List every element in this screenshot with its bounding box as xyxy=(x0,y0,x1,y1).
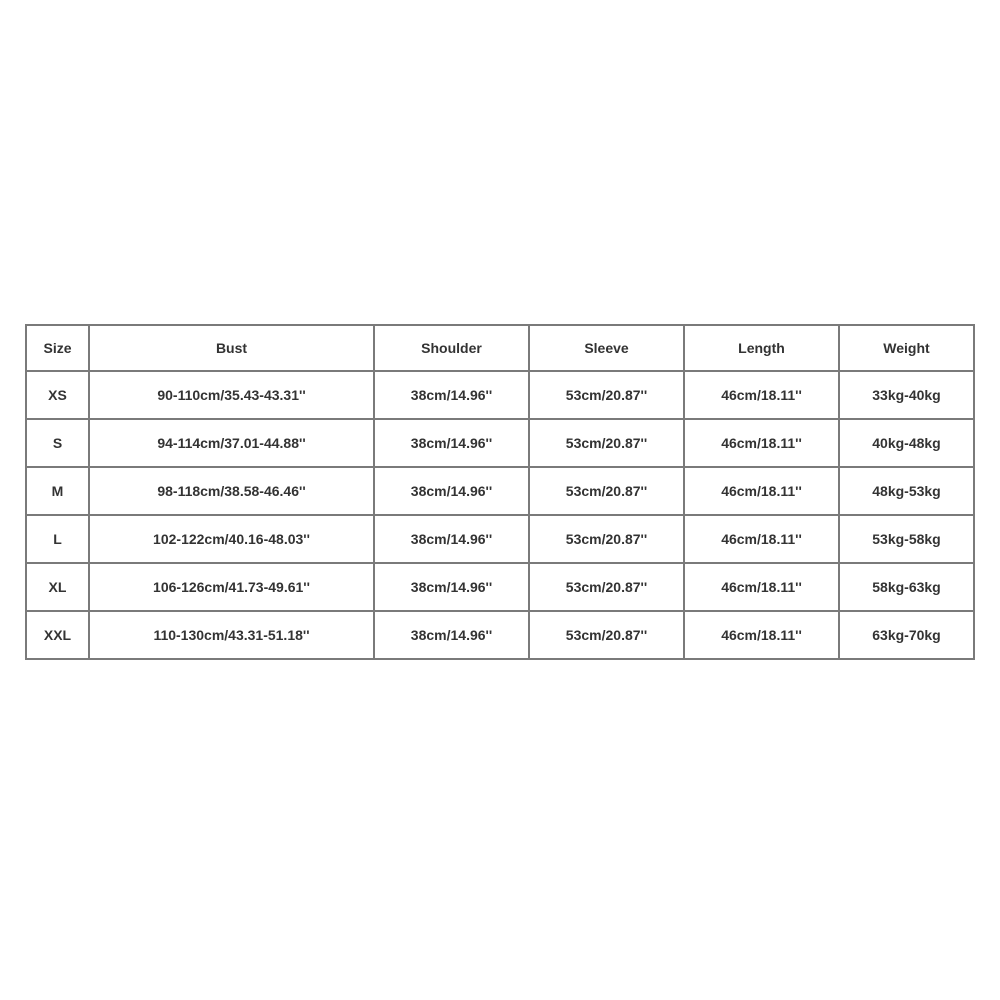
cell-size: XS xyxy=(25,372,90,420)
cell-weight: 48kg-53kg xyxy=(840,468,975,516)
cell-bust: 98-118cm/38.58-46.46'' xyxy=(90,468,375,516)
cell-sleeve: 53cm/20.87'' xyxy=(530,420,685,468)
table-row xyxy=(25,372,975,420)
cell-bust: 102-122cm/40.16-48.03'' xyxy=(90,516,375,564)
cell-size: XL xyxy=(25,564,90,612)
cell-shoulder: 38cm/14.96'' xyxy=(375,468,530,516)
cell-shoulder: 38cm/14.96'' xyxy=(375,612,530,660)
cell-shoulder: 38cm/14.96'' xyxy=(375,516,530,564)
cell-weight: 40kg-48kg xyxy=(840,420,975,468)
cell-length: 46cm/18.11'' xyxy=(685,420,840,468)
cell-size: M xyxy=(25,468,90,516)
cell-bust: 106-126cm/41.73-49.61'' xyxy=(90,564,375,612)
cell-size: XXL xyxy=(25,612,90,660)
table-row xyxy=(25,564,975,612)
cell-weight: 53kg-58kg xyxy=(840,516,975,564)
header-weight: Weight xyxy=(840,324,975,372)
cell-length: 46cm/18.11'' xyxy=(685,372,840,420)
cell-bust: 94-114cm/37.01-44.88'' xyxy=(90,420,375,468)
table-row xyxy=(25,468,975,516)
header-size: Size xyxy=(25,324,90,372)
cell-sleeve: 53cm/20.87'' xyxy=(530,468,685,516)
cell-sleeve: 53cm/20.87'' xyxy=(530,372,685,420)
cell-length: 46cm/18.11'' xyxy=(685,468,840,516)
cell-shoulder: 38cm/14.96'' xyxy=(375,564,530,612)
table-header-row xyxy=(25,324,975,372)
cell-length: 46cm/18.11'' xyxy=(685,564,840,612)
size-chart-table xyxy=(25,324,975,660)
cell-sleeve: 53cm/20.87'' xyxy=(530,612,685,660)
table-row xyxy=(25,516,975,564)
table-row xyxy=(25,612,975,660)
header-shoulder: Shoulder xyxy=(375,324,530,372)
header-sleeve: Sleeve xyxy=(530,324,685,372)
cell-sleeve: 53cm/20.87'' xyxy=(530,516,685,564)
cell-weight: 33kg-40kg xyxy=(840,372,975,420)
cell-weight: 63kg-70kg xyxy=(840,612,975,660)
cell-bust: 90-110cm/35.43-43.31'' xyxy=(90,372,375,420)
header-length: Length xyxy=(685,324,840,372)
cell-length: 46cm/18.11'' xyxy=(685,612,840,660)
cell-size: S xyxy=(25,420,90,468)
cell-shoulder: 38cm/14.96'' xyxy=(375,372,530,420)
cell-size: L xyxy=(25,516,90,564)
header-bust: Bust xyxy=(90,324,375,372)
table-row xyxy=(25,420,975,468)
cell-shoulder: 38cm/14.96'' xyxy=(375,420,530,468)
cell-length: 46cm/18.11'' xyxy=(685,516,840,564)
cell-bust: 110-130cm/43.31-51.18'' xyxy=(90,612,375,660)
cell-sleeve: 53cm/20.87'' xyxy=(530,564,685,612)
cell-weight: 58kg-63kg xyxy=(840,564,975,612)
